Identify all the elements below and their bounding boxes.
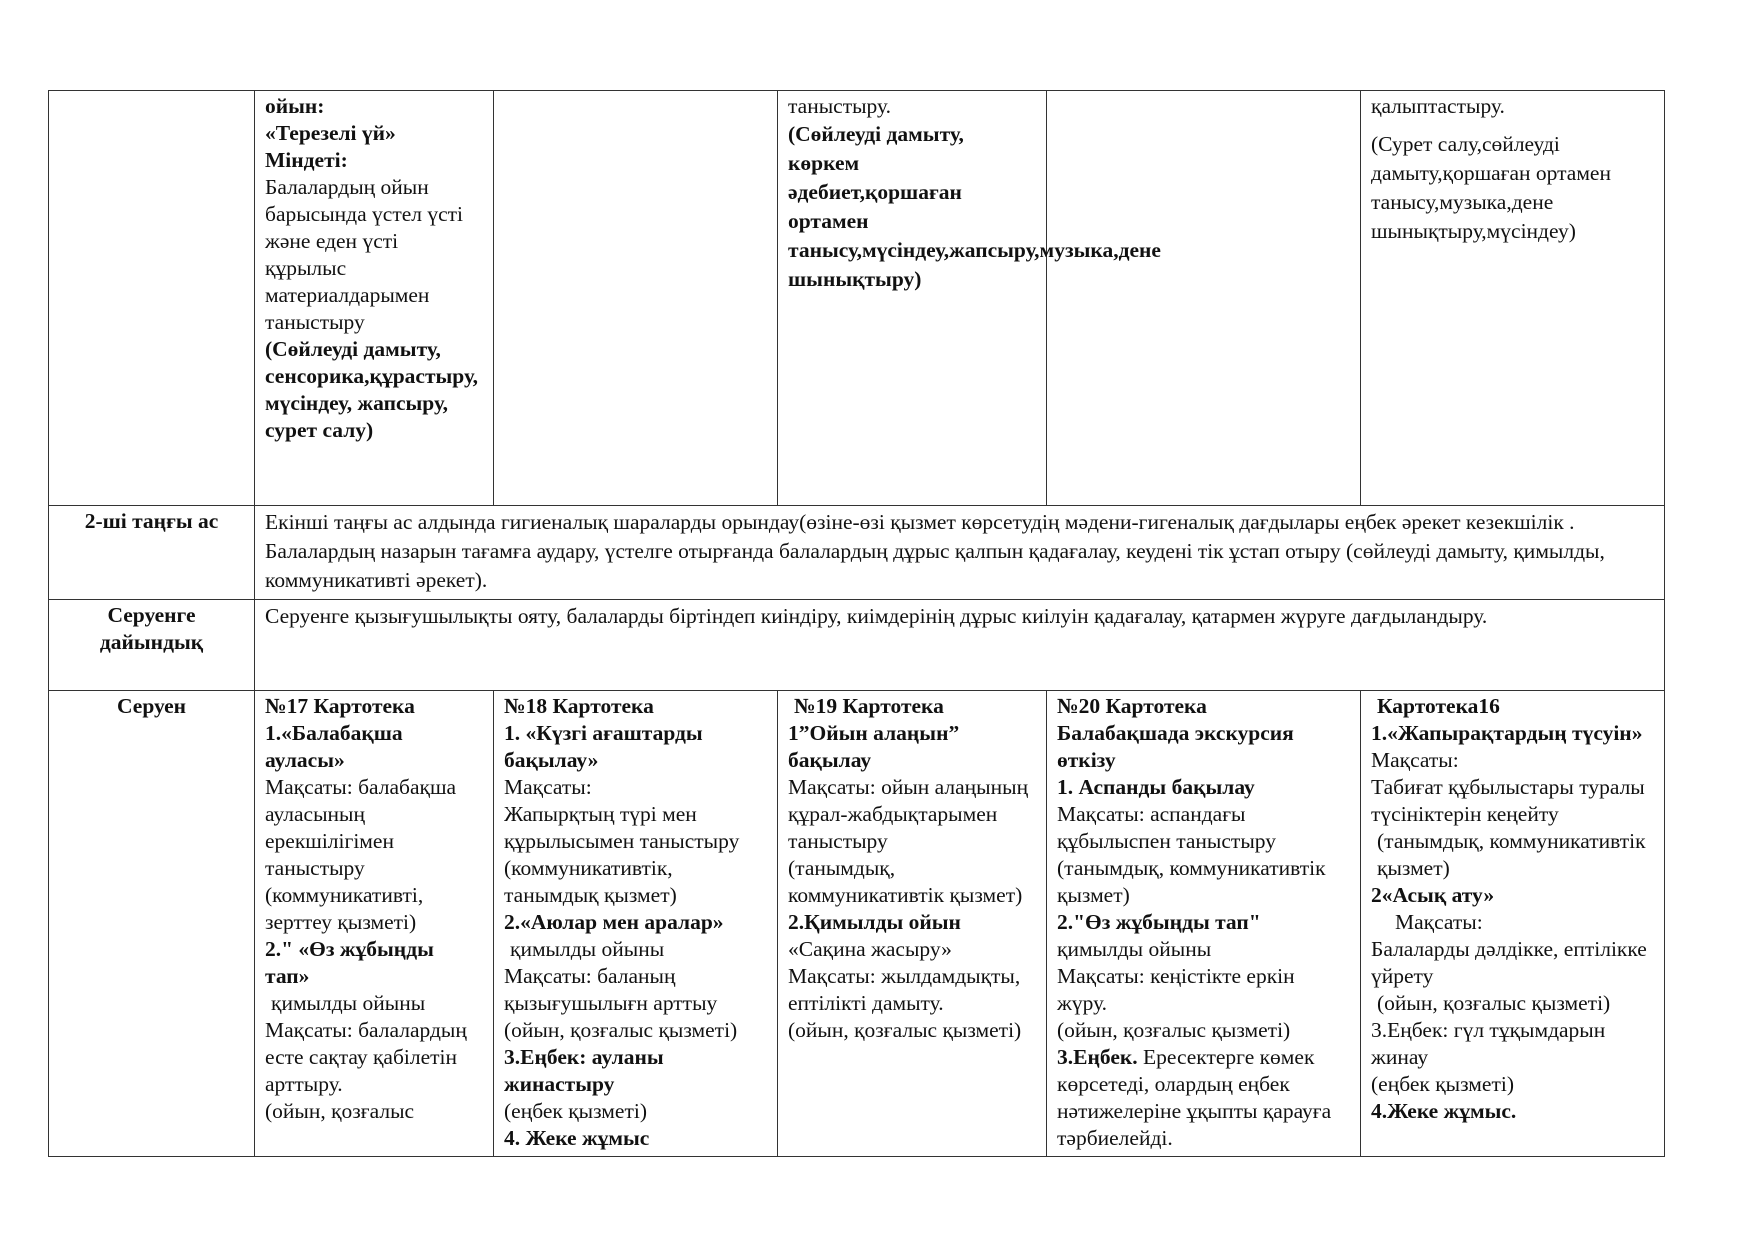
card-title: Картотека16 [1377, 694, 1500, 718]
table-row [49, 91, 1665, 506]
goal: Мақсаты: ойын алаңының құрал-жабдықтарымен таныстыру [788, 775, 1029, 853]
row-label-walk: Серуен [49, 691, 255, 1157]
game-name: «Терезелі үй» [265, 121, 396, 145]
game-type: қимылды ойыны [510, 937, 665, 961]
goal-2: Мақсаты: кеңістікте еркін жүру. [1057, 964, 1295, 1015]
activity: (танымдық, коммуникативтік қызмет) [1057, 856, 1326, 907]
walk-card-18 [494, 691, 778, 1157]
fri-cell [1361, 91, 1665, 506]
daily-plan-table [48, 90, 1665, 1157]
game-type: қимылды ойыны [1057, 937, 1212, 961]
individual-work: 4.Жеке жұмыс. [1371, 1099, 1517, 1123]
walk-card-19 [778, 691, 1047, 1157]
game-label: ойын: [265, 94, 325, 118]
work-text: Ересектерге көмек көрсетеді, олардың еңбек нәтижелеріне ұқыпты қарауға тәрбиелейді. [1057, 1045, 1332, 1150]
goal: Жапырқтың түрі мен құрылысымен таныстыру [504, 802, 740, 853]
goal: Мақсаты: балабақша ауласының ерекшілігімен таныстыру [265, 775, 457, 880]
activity: (коммуникативтік, танымдық қызмет) [504, 856, 677, 907]
walk-prep-text: Серуенге қызығушылықты ояту, балаларды біртіндеп киіндіру, киімдерінің дұрыс киілуін қадағалау, қатармен жүруге дағдыландыру. [255, 600, 1665, 691]
game-name: «Сақина жасыру» [788, 937, 952, 961]
work-label: 3.Еңбек. [1057, 1045, 1138, 1069]
activity-2: (ойын, қозғалыс [265, 1099, 415, 1123]
game: 2.Қимылды ойын [788, 910, 961, 934]
goal-label: Мақсаты: [1371, 748, 1459, 772]
game: 2.«Аюлар мен аралар» [504, 910, 724, 934]
activity: (коммуникативті, зерттеу қызметі) [265, 883, 424, 934]
observation: 1. Аспанды бақылау [1057, 775, 1255, 799]
wed-cell [778, 91, 1161, 506]
observation: 1.«Жапырақтардың түсуін» [1371, 721, 1643, 745]
task-text: Балалардың ойын барысында үстел үсті және еден үсті құрылыс материалдарымен таныстыру [265, 175, 464, 334]
goal-2: Мақсаты: балалардың есте сақтау қабілетін арттыру. [265, 1018, 467, 1096]
empty-cell [1047, 91, 1361, 506]
card-title: №18 Картотека [504, 694, 654, 718]
card-title: №20 Картотека [1057, 694, 1207, 718]
activity-2: (ойын, қозғалыс қызметі) [1057, 1018, 1291, 1042]
goal: Мақсаты: аспандағы құбылыспен таныстыру [1057, 802, 1276, 853]
goal-2: Мақсаты: жылдамдықты, ептілікті дамыту. [788, 964, 1021, 1015]
goal-2-label: Мақсаты: [1395, 910, 1483, 934]
observation: 1. «Күзгі ағаштарды бақылау» [504, 721, 703, 772]
walk-card-17 [255, 691, 494, 1157]
walk-card-20 [1047, 691, 1361, 1157]
table-row [49, 506, 1665, 600]
observation: 1”Ойын алаңын” бақылау [788, 721, 960, 772]
observation: 1.«Балабақша ауласы» [265, 721, 403, 772]
fri-text: қалыптастыру. [1371, 94, 1505, 118]
row-label-second-breakfast: 2-ші таңғы ас [49, 506, 255, 600]
task-areas: (Сөйлеуді дамыту, сенсорика,құрастыру, мүсіндеу, жапсыру, сурет салу) [265, 337, 478, 442]
activity-2: (ойын, қозғалыс қызметі) [788, 1018, 1022, 1042]
goal-label: Мақсаты: [504, 775, 592, 799]
activity-2: (ойын, қозғалыс қызметі) [504, 1018, 738, 1042]
fri-areas: (Сурет салу,сөйлеуді дамыту,қоршаған ортамен танысу,музыка,дене шынықтыру,мүсіндеу) [1371, 132, 1611, 243]
empty-cell [494, 91, 778, 506]
card-subtitle: Балабақшада экскурсия өткізу [1057, 721, 1294, 772]
table-row [49, 691, 1665, 1157]
row-label-empty [49, 91, 255, 506]
game-cell [255, 91, 494, 506]
activity-2: (ойын, қозғалыс қызметі) [1377, 991, 1611, 1015]
goal: Табиғат құбылыстары туралы түсініктерін кеңейту [1371, 775, 1645, 826]
activity: (танымдық, коммуникативтік қызмет) [788, 856, 1023, 907]
work-activity: (еңбек қызметі) [504, 1099, 647, 1123]
task-label: Міндеті: [265, 148, 348, 172]
goal-2: Мақсаты: баланың қызығушылығн арттыу [504, 964, 718, 1015]
game: 2«Асық ату» [1371, 883, 1495, 907]
game: 2."Өз жұбыңды тап" [1057, 910, 1261, 934]
row-label-walk-prep: Серуенге дайындық [49, 600, 255, 691]
card-title: №17 Картотека [265, 694, 415, 718]
work: 3.Еңбек: гүл тұқымдарын жинау [1371, 1018, 1606, 1069]
individual-work: 4. Жеке жұмыс [504, 1126, 650, 1150]
walk-card-16 [1361, 691, 1665, 1157]
card-title: №19 Картотека [794, 694, 944, 718]
table-row [49, 600, 1665, 691]
activity: (танымдық, коммуникативтік қызмет) [1377, 829, 1646, 880]
work-activity: (еңбек қызметі) [1371, 1072, 1514, 1096]
wed-text: таныстыру. [788, 94, 891, 118]
game: 2." «Өз жұбыңды тап» [265, 937, 434, 988]
second-breakfast-text: Екінші таңғы ас алдында гигиеналық шараларды орындау(өзіне-өзі қызмет көрсетудің мәдени-гигеналық дағдылары еңбек әрекет кезекшілік . Балалардың назарын тағамға аудару, үстелге отырғанда балалардың дұрыс қалпын қадағалау, кеудені тік ұстап отыру (сөйлеуді дамыту, қимылды, коммуникативті әрекет). [255, 506, 1665, 600]
goal-2: Балаларды дәлдікке, ептілікке үйрету [1371, 937, 1647, 988]
wed-areas: (Сөйлеуді дамыту, көркем әдебиет,қоршаған ортамен танысу,мүсіндеу,жапсыру,музыка,дене шынықтыру) [788, 122, 1161, 291]
work: 3.Еңбек: ауланы жинастыру [504, 1045, 664, 1096]
game-type: қимылды ойыны [271, 991, 426, 1015]
